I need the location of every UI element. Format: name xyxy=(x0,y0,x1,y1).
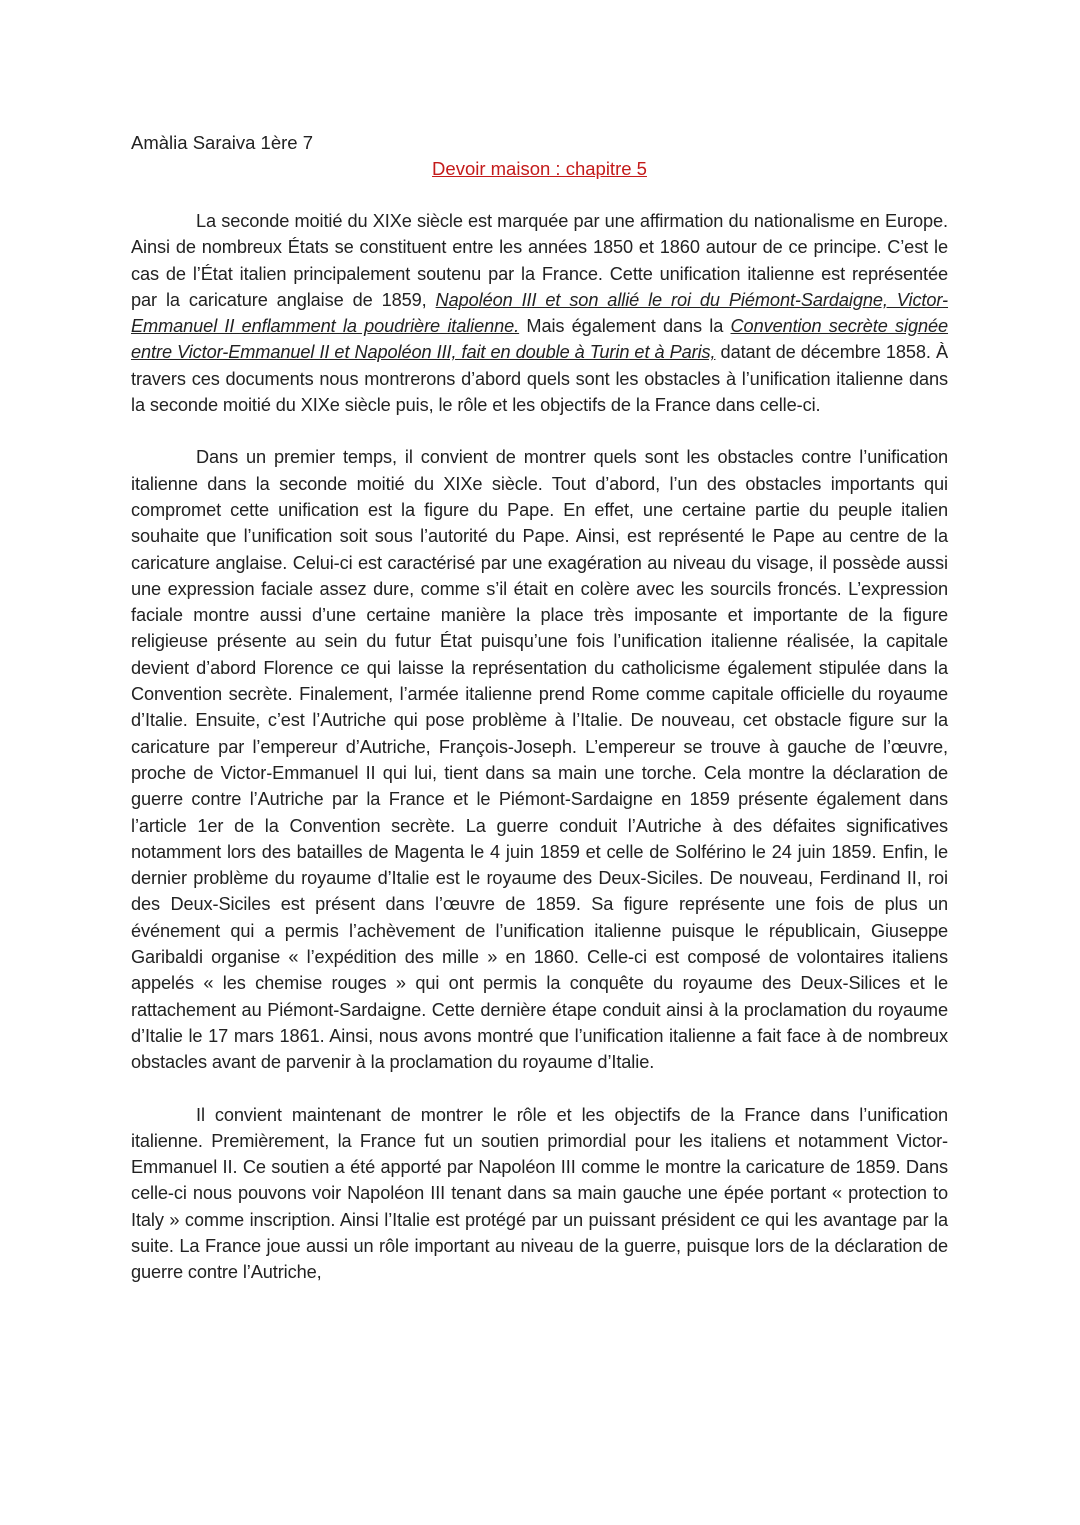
part1-paragraph: Dans un premier temps, il convient de montrer quels sont les obstacles contre l’unification italienne dans la seconde moitié du XIXe siècle. Tout d’abord, l’un des obstacles importants qui compromet cette unification est la figure du Pape. En effet, une certaine partie du peuple italien souhaite que l’unification soit sous l’autorité du Pape. Ainsi, est représenté le Pape au centre de la caricature anglaise. Celui-ci est caractérisé par une exagération au niveau du visage, il possède aussi une expression faciale assez dure, comme s’il était en colère avec les sourcils froncés. L’expression faciale montre aussi d’une certaine manière la place très imposante et importante de la figure religieuse présente au sein du futur État puisqu’une fois l’unification italienne réalisée, la capitale devient d’abord Florence ce qui laisse la représentation du catholicisme également stipulée dans la Convention secrète. Finalement, l’armée italienne prend Rome comme capitale officielle du royaume d’Italie. Ensuite, c’est l’Autriche qui pose problème à l’Italie. De nouveau, cet obstacle figure sur la caricature par l’empereur d’Autriche, François-Joseph. L’empereur se trouve à gauche de l’œuvre, proche de Victor-Emmanuel II qui lui, tient dans sa main une torche. Cela montre la déclaration de guerre contre l’Autriche par la France et le Piémont-Sardaigne en 1859 présente également dans l’article 1er de la Convention secrète. La guerre conduit l’Autriche à des défaites significatives notamment lors des batailles de Magenta le 4 juin 1859 et celle de Solférino le 24 juin 1859. Enfin, le dernier problème du royaume d’Italie est le royaume des Deux-Siciles. De nouveau, Ferdinand II, roi des Deux-Siciles est présent dans l’œuvre de 1859. Sa figure représente une fois de plus un événement qui a permis l’achèvement de l’unification italienne puisque le républicain, Giuseppe Garibaldi organise « l’expédition des mille » en 1860. Celle-ci est composé de volontaires italiens appelés « les chemise rouges » qui ont permis la conquête du royaume des Deux-Silices et le rattachement au Piémont-Sardaigne. Cette dernière étape conduit ainsi à la proclamation du royaume d’Italie le 17 mars 1861. Ainsi, nous avons montré que l’unification italienne a fait face à de nombreux obstacles avant de parvenir à la proclamation du royaume d’Italie. xyxy=(131,447,948,1073)
convention-reference: Convention secrète signée entre Victor-Emmanuel II et Napoléon III, fait en double à Turin et à Paris, xyxy=(131,316,949,363)
intro-text-b: Mais également dans la xyxy=(519,316,731,337)
document-page xyxy=(131,130,948,1286)
document-title xyxy=(131,156,948,182)
caricature-reference: Napoléon III et son allié le roi du Piémont-Sardaigne, Victor-Emmanuel II enflamment la poudrière italienne. xyxy=(131,289,948,337)
spacer xyxy=(131,182,948,208)
spacer xyxy=(131,418,948,444)
intro-paragraph xyxy=(131,208,948,418)
part2-paragraph: Il convient maintenant de montrer le rôle et les objectifs de la France dans l’unification italienne. Premièrement, la France fut un soutien primordial pour les italiens et notamment Victor-Emmanuel II. Ce soutien a été apporté par Napoléon III comme le montre la caricature de 1859. Dans celle-ci nous pouvons voir Napoléon III tenant dans sa main gauche une épée portant « protection to Italy » comme inscription. Ainsi l’Italie est protégé par un puissant président ce qui les avantage par la suite. La France joue aussi un rôle important au niveau de la guerre, puisque lors de la déclaration de guerre contre l’Autriche, xyxy=(131,1104,948,1283)
author-line: Amàlia Saraiva 1ère 7 xyxy=(131,132,314,153)
intro-text-a: La seconde moitié du XIXe siècle est marquée par une affirmation du nationalisme en Europe. Ainsi de nombreux États se constituent entre les années 1850 et 1860 autour de ce principe. C’est le cas de l’État italien principalement soutenu par la France. Cette unification italienne est représentée par la caricature anglaise de 1859, xyxy=(131,211,948,310)
spacer xyxy=(131,1076,948,1102)
document-title-text: Devoir maison : chapitre 5 xyxy=(432,158,647,179)
intro-text-c: datant de décembre 1858. À travers ces documents nous montrerons d’abord quels sont les obstacles à l’unification italienne dans la seconde moitié du XIXe siècle puis, le rôle et les objectifs de la France dans celle-ci. xyxy=(131,342,948,416)
